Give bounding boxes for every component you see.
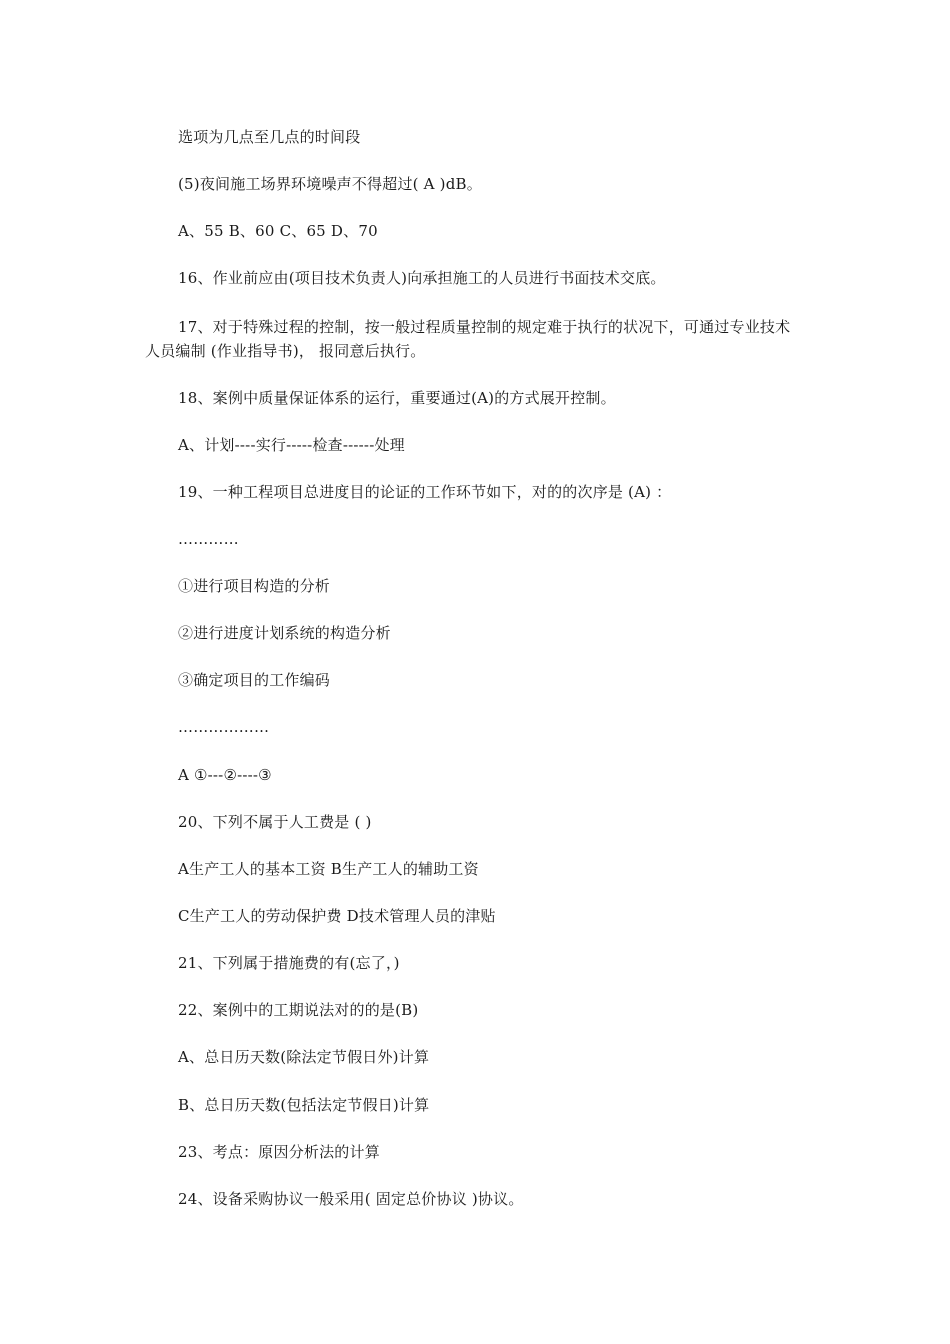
question-18: 18、案例中质量保证体系的运行，重要通过(A)的方式展开控制。 [178, 389, 616, 407]
question-20-options-ab: A生产工人的基本工资 B生产工人的辅助工资 [178, 860, 479, 878]
question-23: 23、考点：原因分析法的计算 [178, 1143, 380, 1161]
question-22: 22、案例中的工期说法对的的是(B) [178, 1001, 419, 1019]
question-22-option-b: B、总日历天数(包括法定节假日)计算 [178, 1096, 430, 1114]
question-21: 21、下列属于措施费的有(忘了，) [178, 954, 400, 972]
question-17: 17、对于特殊过程的控制，按一般过程质量控制的规定难于执行的状况下，可通过专业技术人员编制 (作业指导书)， 报同意后执行。 [145, 318, 791, 360]
question-18-answer: A、计划----实行-----检查------处理 [178, 436, 405, 454]
text-line: 选项为几点至几点的时间段 [178, 128, 361, 146]
ellipsis-line: ……………… [178, 718, 270, 736]
step-2: ②进行进度计划系统的构造分析 [178, 624, 391, 642]
question-24: 24、设备采购协议一般采用( 固定总价协议 )协议。 [178, 1190, 524, 1208]
step-1: ①进行项目构造的分析 [178, 577, 331, 595]
question-20-options-cd: C生产工人的劳动保护费 D技术管理人员的津贴 [178, 907, 496, 925]
question-19: 19、一种工程项目总进度目的论证的工作环节如下，对的的次序是 (A) ： [178, 483, 672, 501]
step-3: ③确定项目的工作编码 [178, 671, 331, 689]
question-16: 16、作业前应由(项目技术负责人)向承担施工的人员进行书面技术交底。 [178, 269, 666, 287]
question-20: 20、下列不属于人工费是 ( ) [178, 813, 372, 831]
question-19-answer: A ①---②----③ [178, 766, 272, 784]
question-22-option-a: A、总日历天数(除法定节假日外)计算 [178, 1048, 430, 1066]
ellipsis-line: ………… [178, 530, 239, 548]
question-5-noise: (5)夜间施工场界环境噪声不得超过( A )dB。 [178, 175, 482, 193]
question-5-options: A、55 B、60 C、65 D、70 [178, 222, 378, 240]
